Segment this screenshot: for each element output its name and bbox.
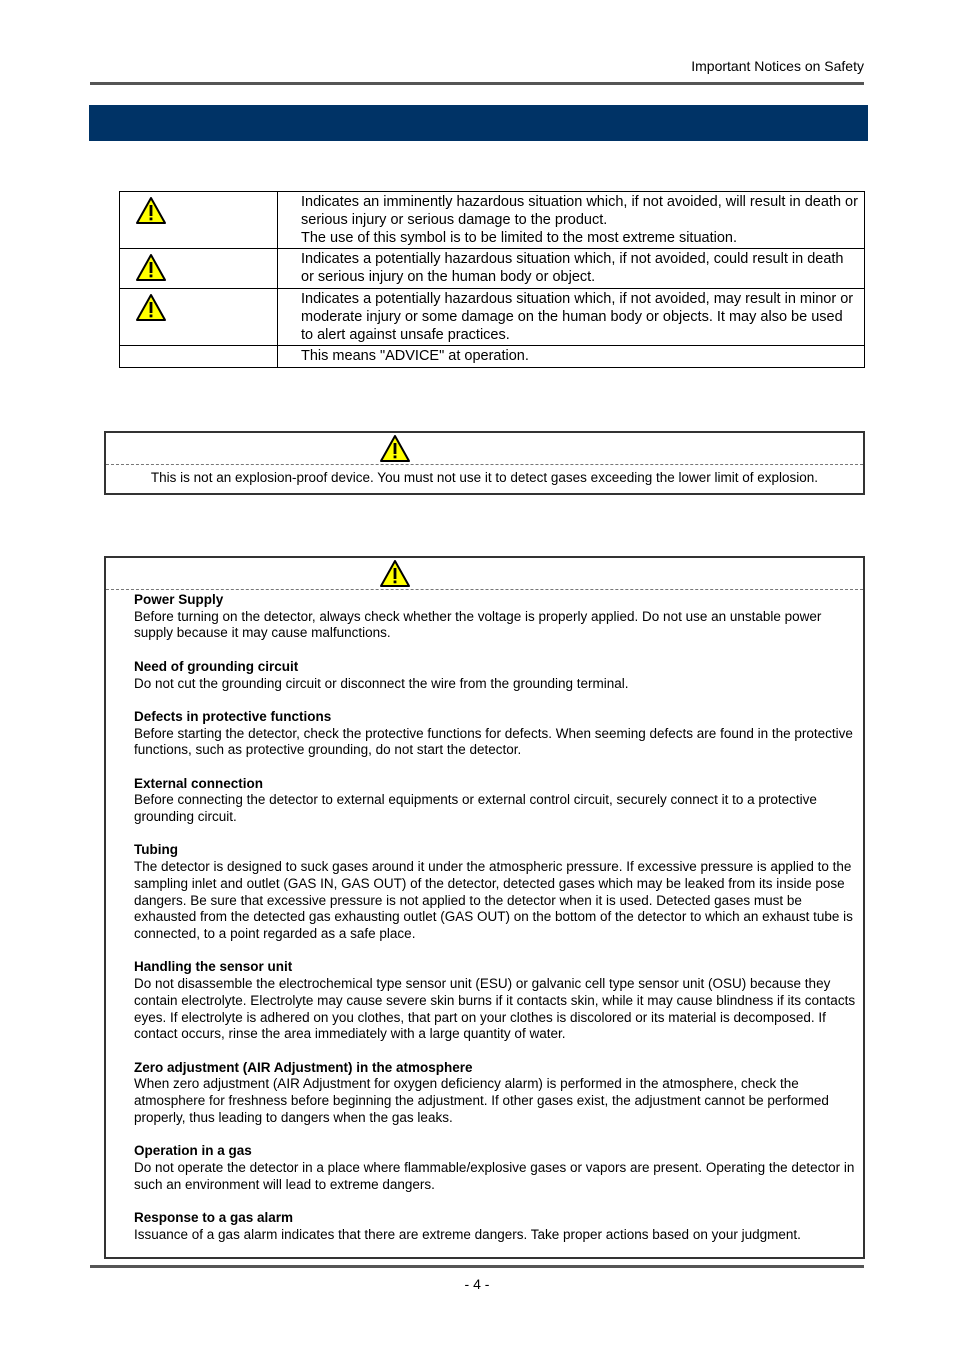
precaution-section [134,709,857,759]
table-row [120,289,865,346]
section-text: When zero adjustment (AIR Adjustment for oxygen deficiency alarm) is performed in the atmosphere, check the atmosphere for freshness before beginning the adjustment. If other gases exist, the adjustment cannot be performed properly, thus leading to dangers when the gas leaks. [134,1076,829,1125]
section-text: The detector is designed to suck gases around it under the atmospheric pressure. If excessive pressure is applied to the sampling inlet and outlet (GAS IN, GAS OUT) of the detector, detected gases which may be leaked from its inside pose dangers. Be sure that excessive pressure is not applied to the detector when it is used. Detected gases must be exhausted from the detected gas exhausting outlet (GAS OUT) on the bottom of the detector to which an exhaust tube is connected, to a point regarded as a safe place. [134,859,853,941]
warning-box-header [106,433,863,465]
warning-triangle-icon [135,196,167,226]
warning-triangle-icon [135,293,167,323]
warning-box-text: This is not an explosion-proof device. You must not use it to detect gases exceeding the lower limit of explosion. [150,470,819,485]
symbol-legend-table [119,191,865,368]
section-heading: Defects in protective functions [134,708,332,724]
symbol-cell [120,289,278,346]
precaution-section [134,776,857,826]
symbol-description: This means "ADVICE" at operation. [278,346,865,368]
symbol-cell-empty [120,346,278,368]
section-heading: Zero adjustment (AIR Adjustment) in the atmosphere [134,1059,473,1075]
symbol-description: Indicates a potentially hazardous situation which, if not avoided, could result in death or serious injury on the human body or object. [278,249,865,289]
precaution-section [134,592,857,642]
precaution-section [134,1210,857,1243]
symbol-description: Indicates a potentially hazardous situation which, if not avoided, may result in minor or moderate injury or some damage on the human body or objects. It may also be used to alert against unsafe practices. [278,289,865,346]
footer-rule [90,1265,864,1268]
section-text: Before starting the detector, check the protective functions for defects. When seeming defects are found in the protective functions, such as protective grounding, do not start the detector. [134,725,853,758]
precaution-section [134,842,857,942]
section-text: Issuance of a gas alarm indicates that there are extreme dangers. Take proper actions based on your judgment. [134,1226,801,1242]
section-heading: Response to a gas alarm [134,1209,294,1225]
precautions-body [106,590,863,1243]
precaution-section [134,659,857,692]
section-text: Before turning on the detector, always check whether the voltage is properly applied. Do not use an unstable power supply because it may cause malfunctions. [134,608,822,641]
page-number: - 4 - [464,1276,490,1292]
symbol-cell [120,249,278,289]
section-heading: Power Supply [134,592,224,607]
table-row [120,346,865,368]
section-heading: External connection [134,775,264,791]
section-text: Do not disassemble the electrochemical type sensor unit (ESU) or galvanic cell type sensor unit (OSU) because they contain electrolyte. Electrolyte may cause severe skin burns if it contacts skin, while it may cause blindness if its contacts eyes. If electrolyte is adhered on you clothes, that part on your clothes is discolored or its material is decomposed. If contact occurs, rinse the area immediately with a large quantity of water. [134,976,856,1042]
description-line-2: The use of this symbol is to be limited to the most extreme situation. [301,230,737,246]
table-row [120,249,865,289]
warning-triangle-icon [379,559,411,589]
precaution-section [134,959,857,1043]
warning-box-precautions [104,556,865,1259]
section-title-bar [89,105,868,141]
section-text: Do not operate the detector in a place where flammable/explosive gases or vapors are present. Operating the detector in such an environment will lead to extreme dangers. [134,1159,855,1192]
section-heading: Handling the sensor unit [134,959,293,975]
header-rule [90,82,864,85]
section-heading: Tubing [134,842,178,858]
precaution-section [134,1060,857,1127]
warning-triangle-icon [135,253,167,283]
section-text: Before connecting the detector to external equipments or external control circuit, securely connect it to a protective grounding circuit. [134,792,817,825]
warning-triangle-icon [379,434,411,464]
section-heading: Operation in a gas [134,1143,252,1159]
symbol-description [278,192,865,249]
warning-box-explosion [104,431,865,495]
section-text: Do not cut the grounding circuit or disconnect the wire from the grounding terminal. [134,675,629,691]
warning-box-header [106,558,863,590]
symbol-cell [120,192,278,249]
running-header: Important Notices on Safety [691,58,864,74]
section-heading: Need of grounding circuit [134,658,299,674]
description-line-1: Indicates an imminently hazardous situation which, if not avoided, will result in death or serious injury or serious damage to the product. [301,194,858,228]
table-row [120,192,865,249]
precaution-section [134,1143,857,1193]
